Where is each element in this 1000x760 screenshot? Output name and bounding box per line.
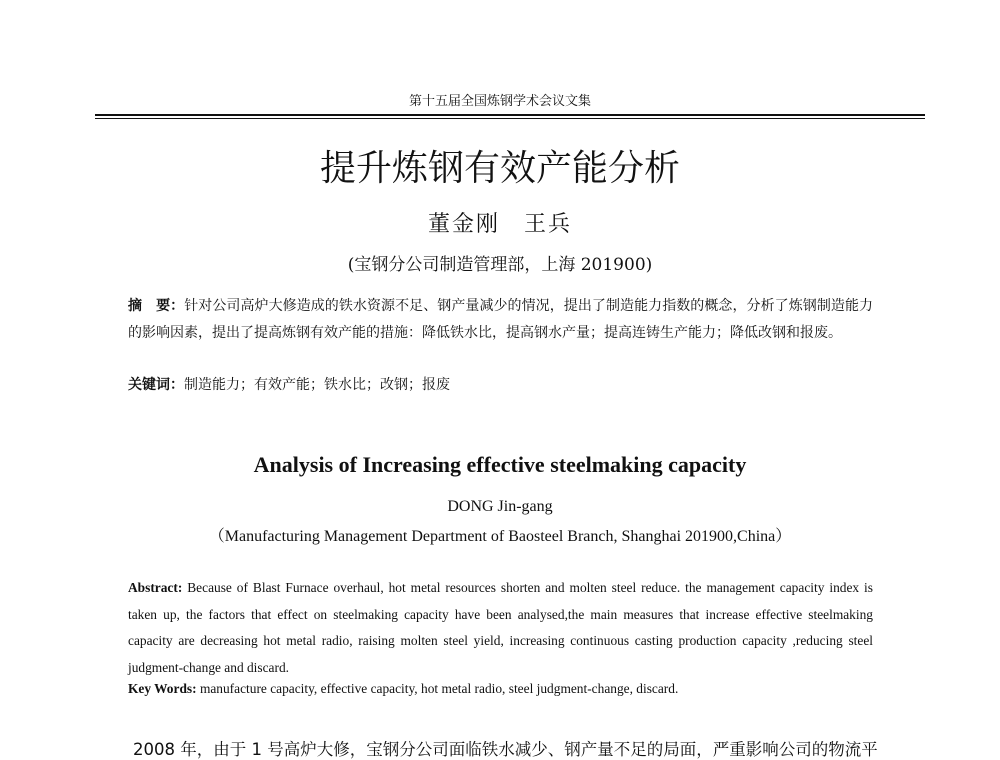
running-head: 第十五届全国炼钢学术会议文集 (408, 94, 591, 109)
header-rule-thin (95, 118, 925, 119)
english-author: DONG Jin-gang (447, 498, 553, 515)
english-title: Analysis of Increasing effective steelmaking capacity (253, 452, 747, 477)
keywords-cn (128, 374, 450, 394)
keywords-cn-label: 关键词： (128, 377, 184, 393)
abstract-cn (128, 293, 873, 347)
english-affiliation: （Manufacturing Management Department of Baosteel Branch, Shanghai 201900,China） (208, 528, 792, 545)
paper-title: 提升炼钢有效产能分析 (319, 148, 680, 189)
abstract-cn-text: 针对公司高炉大修造成的铁水资源不足、钢产量减少的情况，提出了制造能力指数的概念，分析了炼钢制造能力的影响因素，提出了提高炼钢有效产能的措施：降低铁水比，提高钢水产量；提高连铸生产能力；降低改钢和报废。 (128, 298, 874, 341)
abstract-en-text: Because of Blast Furnace overhaul, hot metal resources shorten and molten steel reduce. the management capacity index is taken up, the factors that effect on steelmaking capacity have been analysed,the main measures that increase effective steelmaking capacity are decreasing hot metal radio, raising molten steel yield, increasing continuous casting production capacity ,reducing steel judgment-change and discard. (128, 580, 873, 675)
abstract-en (128, 575, 873, 681)
abstract-cn-label: 摘 要： (128, 298, 185, 314)
keywords-en-label: Key Words: (128, 681, 197, 696)
body-paragraph: 2008 年，由于 1 号高炉大修，宝钢分公司面临铁水减少、钢产量不足的局面，严重影响公司的物流平 (133, 740, 878, 759)
keywords-en-text: manufacture capacity, effective capacity, hot metal radio, steel judgment-change, discard. (199, 681, 679, 696)
authors: 董金刚 王兵 (427, 212, 572, 237)
affiliation: (宝钢分公司制造管理部，上海 201900) (347, 255, 653, 275)
header-rule (95, 114, 925, 116)
abstract-en-label: Abstract: (128, 580, 183, 595)
keywords-en (128, 681, 678, 697)
keywords-cn-text: 制造能力；有效产能；铁水比；改钢；报废 (184, 377, 450, 393)
